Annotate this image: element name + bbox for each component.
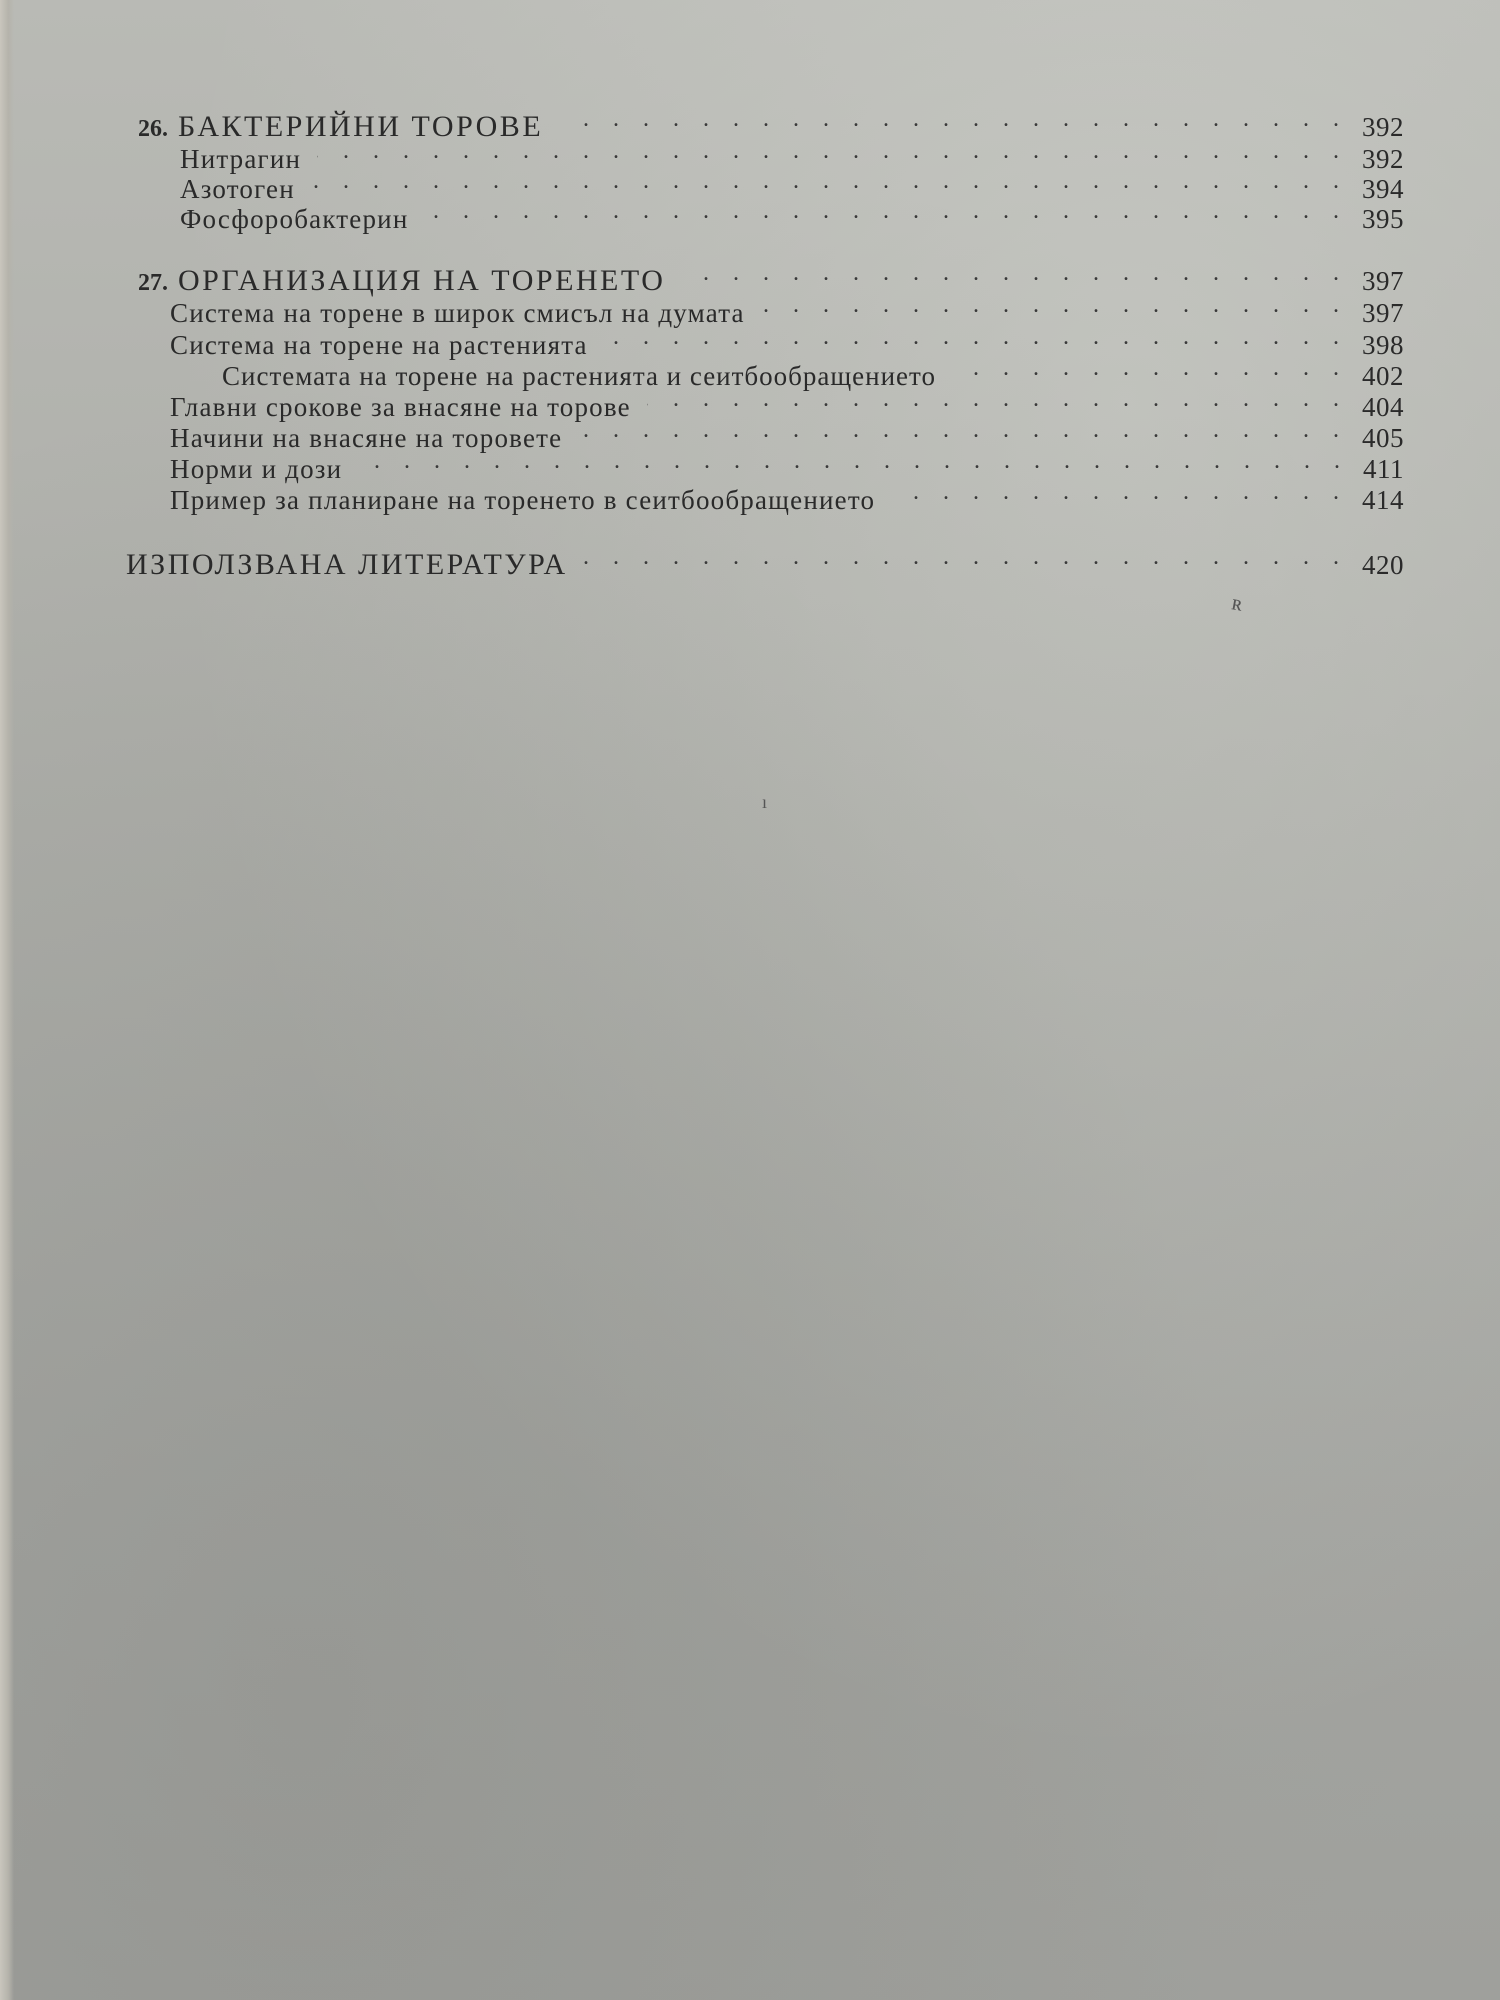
table-of-contents [0,0,1500,700]
dot-leader [424,194,1348,228]
chapter-title: ОРГАНИЗАЦИЯ НА ТОРЕНЕТО [178,264,666,297]
toc-entry [170,413,1404,453]
paper-speck: ʀ [1229,589,1245,616]
entry-title: Главни срокове за внасяне на торове [170,392,631,422]
entry-title: Пример за планиране на торенето в сеитбообращението [170,485,876,515]
dot-leader [358,444,1349,478]
toc-entry [170,444,1404,484]
toc-entry [170,320,1404,360]
entry-title: Система на торене в широк смисъл на думата [170,298,745,328]
entry-title: Фосфоробактерин [180,204,409,234]
toc-entry [222,351,1404,391]
page-number: 392 [1362,144,1404,174]
dot-leader [604,320,1348,354]
toc-entry [180,134,1404,174]
entry-title: Норми и дози [170,454,343,484]
chapter-title: БАКТЕРИЙНИ ТОРОВЕ [178,110,544,143]
toc-entry [180,194,1404,234]
toc-entry [180,164,1404,204]
toc-chapter-26 [138,102,1404,143]
page-number: 404 [1362,392,1404,422]
dot-leader [681,256,1348,290]
page-number: 411 [1363,454,1404,484]
toc-entry [170,288,1404,328]
dot-leader [317,134,1348,168]
dot-leader [578,413,1348,447]
entry-title: Системата на торене на растенията и сеитбообращението [222,361,936,391]
chapter-number: 27. [138,270,168,296]
page-number: 397 [1362,266,1404,296]
entry-title: Нитрагин [180,144,302,174]
dot-leader [311,164,1348,198]
dot-leader [559,102,1348,136]
page-number: 395 [1362,204,1404,234]
toc-references [126,540,1404,581]
toc-entry [170,382,1404,422]
page-number: 397 [1362,298,1404,328]
toc-chapter-27 [138,256,1404,297]
chapter-number: 26. [138,116,168,142]
dot-leader [584,540,1348,574]
dot-leader [647,382,1348,416]
dot-leader [761,288,1348,322]
dot-leader [952,351,1348,385]
page-number: 405 [1362,423,1404,453]
toc-entry [170,475,1404,515]
page-number: 402 [1362,361,1404,391]
page-number: 392 [1362,112,1404,142]
entry-title: Азотоген [180,174,295,204]
page-number: 414 [1362,485,1404,515]
entry-title: Начини на внасяне на торовете [170,423,563,453]
page-number: 420 [1362,550,1404,580]
dot-leader [891,475,1348,509]
paper-speck: ı [762,792,768,812]
page-number: 394 [1362,174,1404,204]
references-title: ИЗПОЛЗВАНА ЛИТЕРАТУРА [126,548,568,581]
page-number: 398 [1362,330,1404,360]
entry-title: Система на торене на растенията [170,330,588,360]
